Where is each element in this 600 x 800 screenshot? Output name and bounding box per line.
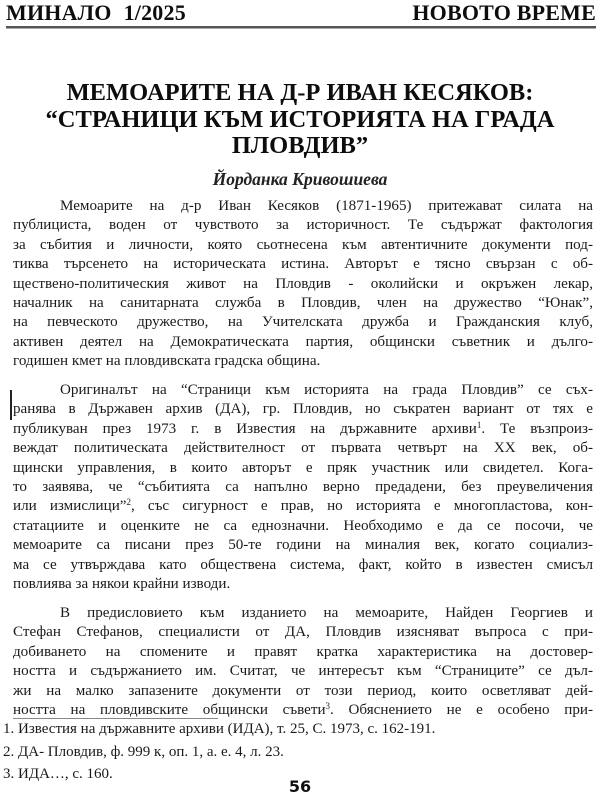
text-line: Мемоарите на д-р Иван Кесяков (1871-1965) притежават силата на — [60, 198, 593, 214]
margin-mark — [10, 390, 12, 420]
journal-issue — [6, 0, 186, 26]
text-line: ществено-политическия живот на Пловдив - околийски и окръжен лекар, — [13, 275, 593, 292]
title-line: МЕМОАРИТЕ НА Д-Р ИВАН КЕСЯКОВ: — [66, 79, 534, 106]
footnote-ref-3[interactable]: 3 — [325, 700, 331, 711]
footnote-1: 1. Известия на държавните архиви (ИДА), т. 25, С. 1973, с. 162-191. — [3, 721, 436, 737]
footnote-ref-2[interactable]: 2 — [126, 497, 131, 508]
text-line-with-ref — [13, 420, 593, 439]
footnotes — [3, 718, 593, 786]
text-segment: щински съвети — [218, 701, 326, 718]
text-line: тиква търсенето на историческата истина. Авторът е тясно свързан с об- — [13, 256, 593, 273]
journal-name: МИНАЛО — [6, 0, 112, 25]
footnote-ref-1[interactable]: 1 — [476, 419, 482, 430]
paragraph-3 — [13, 604, 593, 720]
text-line: годишен кмет на пловдивската градска община. — [13, 353, 321, 370]
paragraph-1 — [13, 197, 593, 372]
text-line: публициста, воден от чувството за историчност. Те съдържат фактология — [13, 217, 593, 234]
text-line: В предисловието към изданието на мемоарите, Найден Георгиев и — [60, 605, 593, 621]
article-author: Йорданка Кривошиева — [212, 169, 388, 189]
paragraph-2 — [13, 381, 593, 594]
text-segment: или измислици” — [13, 498, 127, 515]
footnote-3: 3. ИДА…, с. 160. — [3, 766, 113, 782]
section-name: НОВОТО ВРЕМЕ — [412, 0, 596, 25]
text-line: Стефан Стефанов, специалисти от ДА, Пловдив изясняват въпроса с при- — [13, 624, 593, 641]
text-line: щински управления, в които авторът е пряк участник или свидетел. Кога- — [13, 459, 593, 476]
text-segment: публикуван през 1973 г. в Известия на държавните архиви — [13, 420, 477, 437]
text-line-with-ref — [13, 497, 593, 516]
text-line: веждат политическата действителност от първата четвърт на XX век, об- — [13, 440, 593, 457]
text-segment: , със сигурност е прав, но историята е многопластова, кон- — [130, 498, 593, 515]
text-line: то заявява, че “събитията са напълно верно предадени, без преувеличения — [13, 478, 593, 495]
page-number: 56 — [288, 777, 312, 796]
text-line: за събития и личности, която сьотнесена към автентичните документи под- — [13, 236, 593, 253]
text-line: добиването на спомените и правят кратка характеристика на достовер- — [13, 643, 593, 660]
article-title — [0, 80, 600, 160]
title-line: ПЛОВДИВ” — [231, 132, 369, 159]
text-segment: . Те възпроиз- — [481, 420, 593, 437]
footnote-2: 2. ДА- Пловдив, ф. 999 к, оп. 1, а. е. 4, л. 23. — [3, 743, 284, 760]
text-line: активен деятел на Демократическата партия, общински съветник и дълго- — [13, 333, 593, 350]
text-line: Оригиналът на “Страници към историята на града Пловдив” се съх- — [60, 382, 593, 398]
text-line: началник на санитарната служба в Пловдив, член на дружество “Юнак”, — [13, 294, 593, 311]
title-line: “СТРАНИЦИ КЪМ ИСТОРИЯТА НА ГРАДА — [45, 105, 555, 133]
running-header — [6, 2, 596, 28]
text-segment: . Обяснението не е особено при- — [330, 701, 593, 718]
issue-number: 1/2025 — [123, 0, 186, 25]
text-line: ността и съдържанието им. Считат, че интересът към “Страниците” се дъл- — [13, 663, 593, 680]
text-line: статациите и оценките не са еднозначни. Необходимо е да се посочи, че — [13, 517, 593, 534]
footnote-separator-text: ността на пловдивските об — [13, 701, 219, 718]
text-line: мемоарите са писани през 50-те години на миналия век, когато социализ- — [13, 537, 593, 554]
text-line: на певческото дружество, на Учителската дружба и Гражданския клуб, — [13, 314, 593, 331]
text-line: ранява в Държавен архив (ДА), гр. Пловдив, но съкратен вариант от тях е — [13, 401, 593, 418]
text-line: жи на малко запазените документи от този период, които осветляват дей- — [13, 682, 593, 699]
text-line: ма се утвърждава като обществена система, факт, който в известен смисъл — [13, 556, 593, 573]
text-line: повлиява за някои крайни изводи. — [13, 575, 231, 592]
